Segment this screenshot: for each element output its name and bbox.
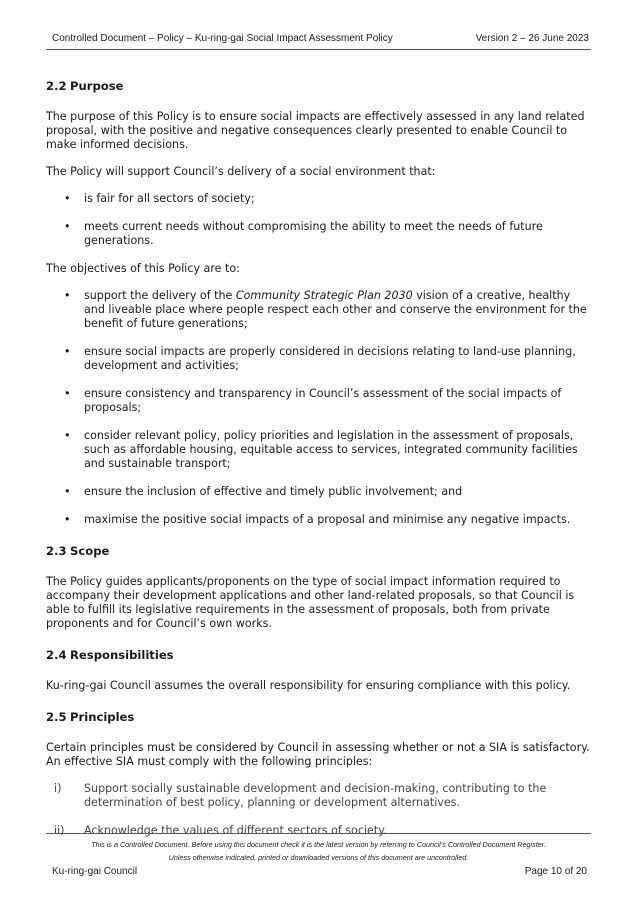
section-heading-scope: 2.3 Scope xyxy=(46,544,110,558)
header-document-title: Controlled Document – Policy – Ku-ring-gai Social Impact Assessment Policy xyxy=(52,33,393,44)
bullet-icon: • xyxy=(64,485,71,498)
list-item: • is fair for all sectors of society; xyxy=(64,192,255,205)
list-item: • support the delivery of the Community Strategic Plan 2030 vision of a creative, healthy and liveable place where people respect each other and conserve the environment for the benefit of future generations; xyxy=(64,289,587,330)
page-number: Page 10 of 20 xyxy=(524,866,587,877)
section-heading-principles: 2.5 Principles xyxy=(46,710,135,724)
bullet-list-environment xyxy=(46,192,594,248)
section-heading-responsibilities: 2.4 Responsibilities xyxy=(46,648,174,662)
list-item: • ensure social impacts are properly considered in decisions relating to land-use planning, development and activities; xyxy=(64,345,576,372)
plan-title: Community Strategic Plan 2030 xyxy=(235,289,413,302)
bullet-icon: • xyxy=(64,387,71,400)
list-item: • meets current needs without compromising the ability to meet the needs of future generations. xyxy=(64,220,543,247)
list-item: • maximise the positive social impacts of a proposal and minimise any negative impacts. xyxy=(64,513,571,526)
paragraph: Certain principles must be considered by Council in assessing whether or not a SIA is satisfactory. An effective SIA must comply with the following principles: xyxy=(46,741,590,768)
paragraph: The objectives of this Policy are to: xyxy=(46,262,240,275)
principles-list xyxy=(46,782,594,838)
list-item: i) Support socially sustainable development and decision-making, contributing to the determination of best policy, planning or development alternatives. xyxy=(54,782,547,809)
bullet-icon: • xyxy=(64,220,71,233)
bullet-icon: • xyxy=(64,513,71,526)
paragraph: The purpose of this Policy is to ensure social impacts are effectively assessed in any land related proposal, with the positive and negative consequences clearly presented to enable Council to make informed decisions. xyxy=(46,110,585,151)
document-body xyxy=(46,79,594,852)
paragraph: Ku-ring-gai Council assumes the overall responsibility for ensuring compliance with this policy. xyxy=(46,679,571,692)
footer-control-note: This is a Controlled Document. Before using this document check it is the latest version by referring to Council’s Controlled Document Register. Unless otherwise indicated, printed or downloaded versions of this document are uncontrolled. xyxy=(91,840,546,862)
bullet-icon: • xyxy=(64,345,71,358)
header-version: Version 2 – 26 June 2023 xyxy=(475,33,589,44)
section-heading-purpose: 2.2 Purpose xyxy=(46,79,124,93)
bullet-icon: • xyxy=(64,429,71,442)
bullet-icon: • xyxy=(64,192,71,205)
paragraph: The Policy will support Council’s delivery of a social environment that: xyxy=(46,165,436,178)
list-item: • consider relevant policy, policy priorities and legislation in the assessment of proposals, such as affordable housing, equitable access to services, integrated community facilities and sustainable transport; xyxy=(64,429,578,470)
list-item: ii) Acknowledge the values of different sectors of society. xyxy=(54,824,387,837)
footer-divider xyxy=(46,833,591,834)
bullet-list-objectives xyxy=(46,289,594,527)
bullet-icon: • xyxy=(64,289,71,302)
page-header xyxy=(46,27,591,50)
list-item: • ensure the inclusion of effective and timely public involvement; and xyxy=(64,485,463,498)
footer-organisation: Ku-ring-gai Council xyxy=(52,866,138,877)
list-item: • ensure consistency and transparency in Council’s assessment of the social impacts of proposals; xyxy=(64,387,562,414)
paragraph: The Policy guides applicants/proponents on the type of social impact information required to accompany their development applications and other land-related proposals, so that Council is able to fulfill its legislative requirements in the assessment of proposals, both from private proponents and for Council’s own works. xyxy=(46,575,575,630)
